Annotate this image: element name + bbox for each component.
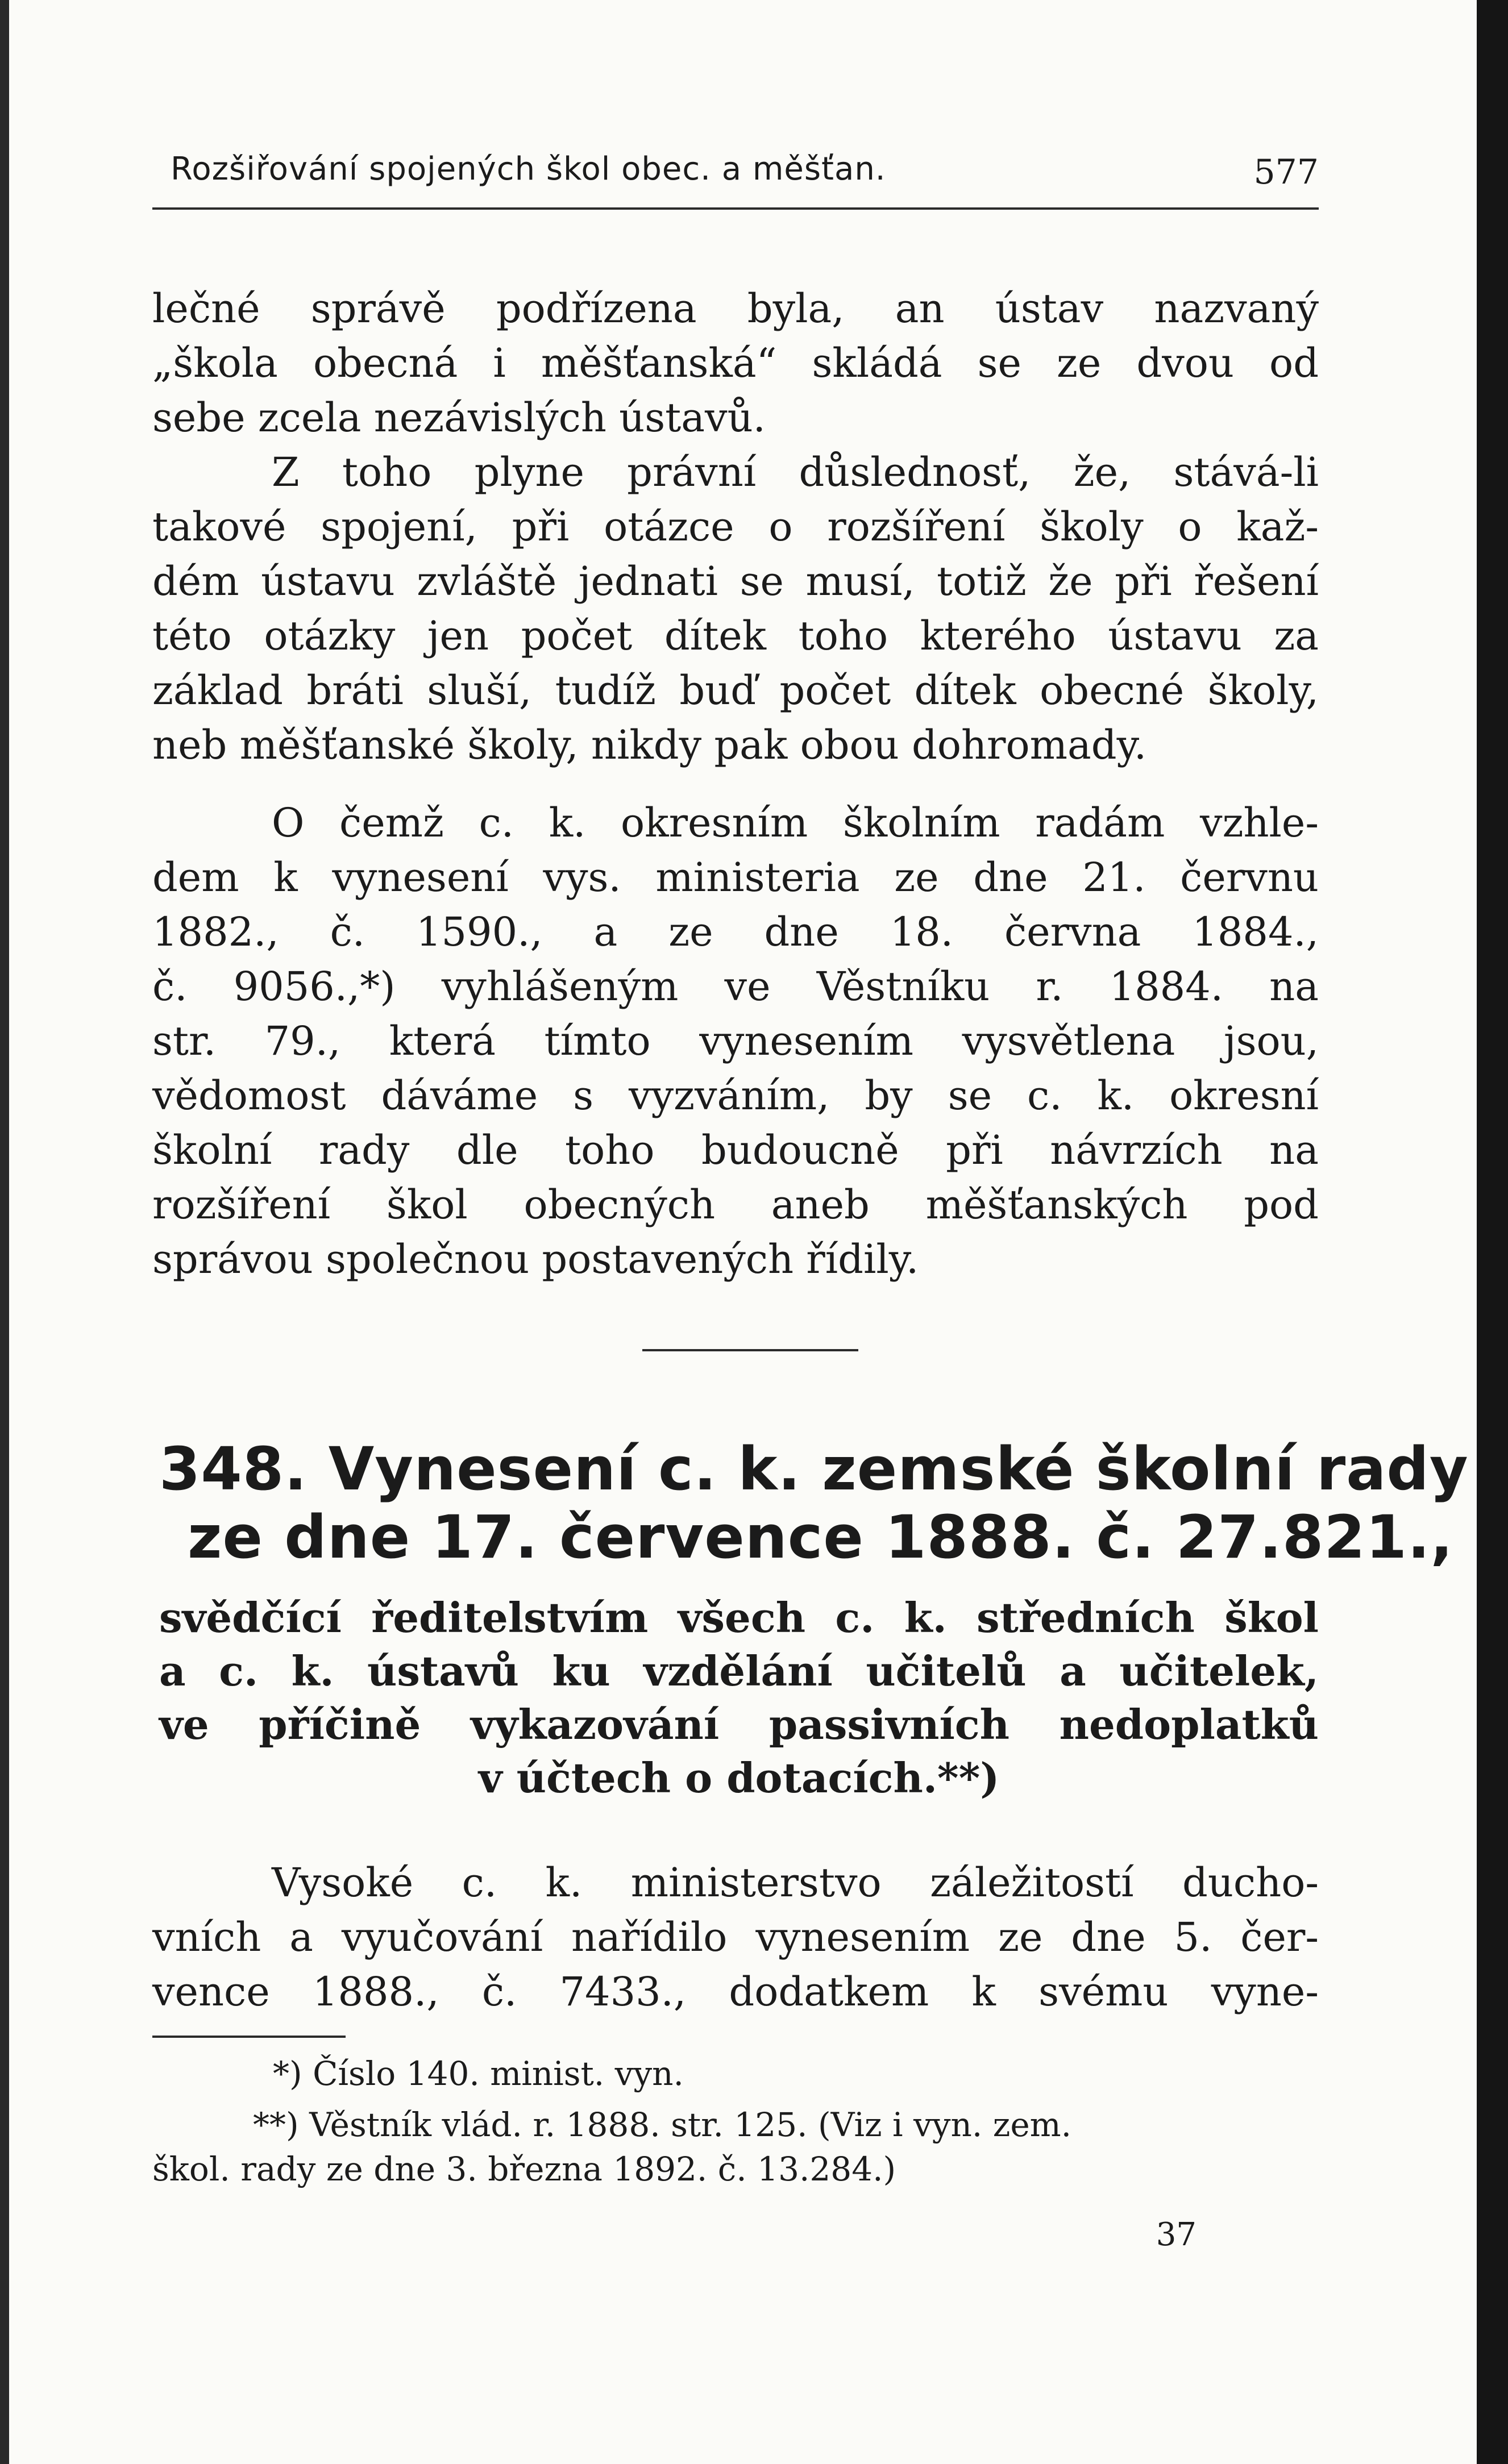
section-text-line-1: Vysoké c. k. ministerstvo záležitostí ducho- (272, 1859, 1319, 1906)
body-line-15: vědomost dáváme s vyzváním, by se c. k. okresní (152, 1072, 1319, 1119)
footnote-2-line-1: **) Věstník vlád. r. 1888. str. 125. (Viz i vyn. zem. (253, 2105, 1072, 2144)
body-line-8: základ bráti sluší, tudíž buď počet dítek obecné školy, (152, 667, 1319, 714)
signature-mark: 37 (1156, 2216, 1197, 2253)
body-line-2: „škola obecná i měšťanská“ skládá se ze dvou od (152, 340, 1319, 386)
page-number: 577 (1253, 152, 1319, 192)
section-heading-line-1: 348. Vynesení c. k. zemské školní rady (159, 1434, 1469, 1504)
footnote-2-line-2: škol. rady ze dne 3. března 1892. č. 13.284.) (152, 2150, 896, 2188)
body-line-18: správou společnou postavených řídily. (152, 1236, 919, 1283)
scan-left-edge (0, 0, 9, 2464)
body-line-14: str. 79., která tímto vynesením vysvětlena jsou, (152, 1018, 1319, 1064)
body-line-7: této otázky jen počet dítek toho kterého ústavu za (152, 613, 1319, 659)
body-line-16: školní rady dle toho budoucně při návrzích na (152, 1127, 1319, 1173)
footnote-rule (152, 2036, 346, 2038)
body-line-13: č. 9056.,*) vyhlášeným ve Věstníku r. 1884. na (152, 963, 1319, 1010)
body-line-11: dem k vynesení vys. ministeria ze dne 21. červnu (152, 854, 1319, 901)
body-line-4: Z toho plyne právní důslednosť, že, stává-li (272, 449, 1319, 496)
scan-right-edge (1477, 0, 1508, 2464)
section-subheading-line-4: v účtech o dotacích.**) (478, 1754, 1000, 1802)
body-line-1: lečné správě podřízena byla, an ústav nazvaný (152, 285, 1319, 332)
section-heading-line-2: ze dne 17. července 1888. č. 27.821., (188, 1502, 1454, 1572)
body-line-12: 1882., č. 1590., a ze dne 18. června 1884., (152, 909, 1319, 955)
section-subheading-line-3: ve příčině vykazování passivních nedoplatků (159, 1700, 1319, 1749)
body-line-6: dém ústavu zvláště jednati se musí, totiž že při řešení (152, 558, 1319, 605)
section-separator (642, 1349, 858, 1351)
section-subheading-line-2: a c. k. ústavů ku vzdělání učitelů a učitelek, (159, 1647, 1319, 1695)
body-line-9: neb měšťanské školy, nikdy pak obou dohromady. (152, 722, 1147, 768)
section-text-line-3: vence 1888., č. 7433., dodatkem k svému vyne- (152, 1968, 1319, 2015)
header-rule (152, 207, 1319, 210)
body-line-10: O čemž c. k. okresním školním radám vzhle- (272, 800, 1319, 846)
body-line-5: takové spojení, při otázce o rozšíření školy o kaž- (152, 503, 1319, 550)
section-subheading-line-1: svědčící ředitelstvím všech c. k. středních škol (159, 1593, 1319, 1642)
running-title: Rozšiřování spojených škol obec. a měšťan. (171, 151, 886, 188)
footnote-1: *) Číslo 140. minist. vyn. (273, 2054, 684, 2093)
body-line-3: sebe zcela nezávislých ústavů. (152, 394, 766, 441)
section-text-line-2: vních a vyučování nařídilo vynesením ze dne 5. čer- (152, 1914, 1319, 1961)
body-line-17: rozšíření škol obecných aneb měšťanských pod (152, 1181, 1319, 1228)
